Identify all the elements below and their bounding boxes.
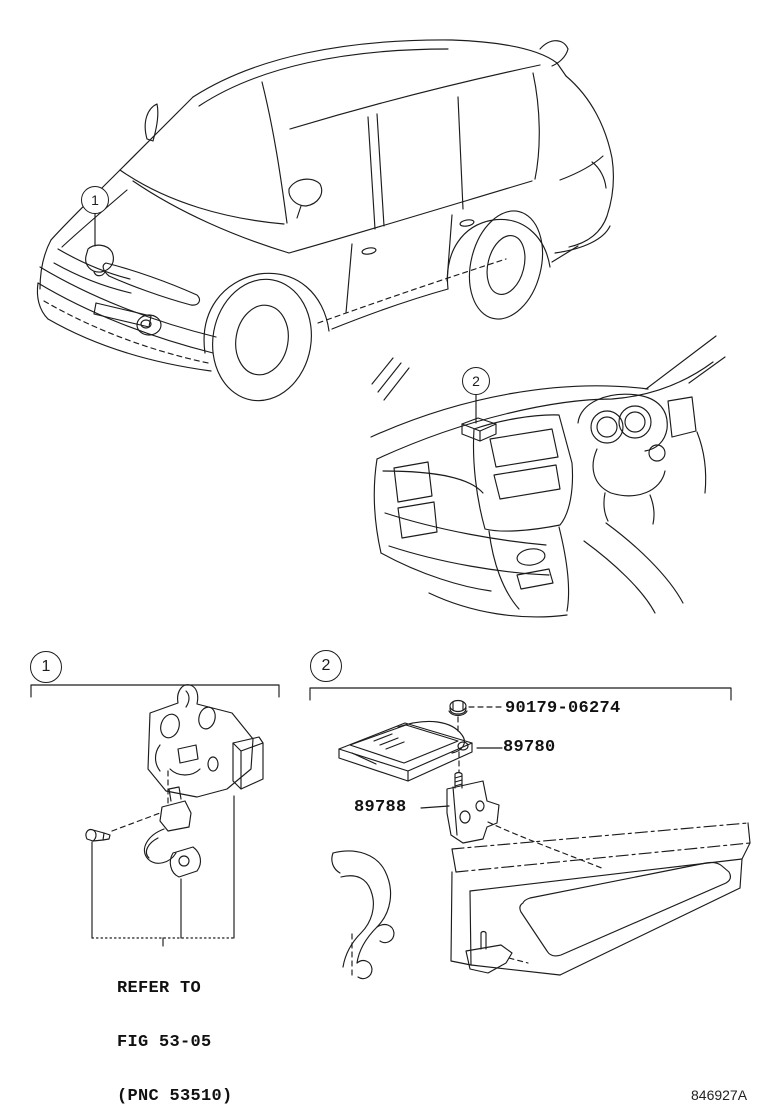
detail-1-bracket: [31, 685, 279, 697]
drawing-number: 846927A: [691, 1087, 748, 1103]
detail-2-callout-number: 2: [321, 657, 331, 674]
detail-1-section-callout: [30, 651, 62, 683]
reference-note: [117, 944, 233, 1112]
vehicle-hood-callout-number: 1: [91, 192, 99, 208]
vehicle-overview-drawing: [37, 40, 613, 409]
detail-1-callout-number: 1: [41, 658, 51, 675]
part-number-label-bracket: 89788: [354, 798, 407, 817]
dashboard-callout: [462, 367, 490, 395]
dashboard-view-drawing: [371, 336, 725, 617]
detail-2-section-callout: [310, 650, 342, 682]
part-number-label-transponder-computer: 89780: [503, 738, 556, 757]
reference-note-line-2: FIG 53-05: [117, 1033, 212, 1052]
reference-note-line-1: REFER TO: [117, 979, 202, 998]
vehicle-hood-callout: [81, 186, 109, 214]
reference-note-line-3: (PNC 53510): [117, 1087, 233, 1106]
detail-2-drawing: [310, 688, 750, 979]
dashboard-callout-number: 2: [472, 373, 480, 389]
part-number-label-nut: 90179-06274: [505, 699, 621, 718]
detail-1-drawing: [31, 685, 279, 946]
